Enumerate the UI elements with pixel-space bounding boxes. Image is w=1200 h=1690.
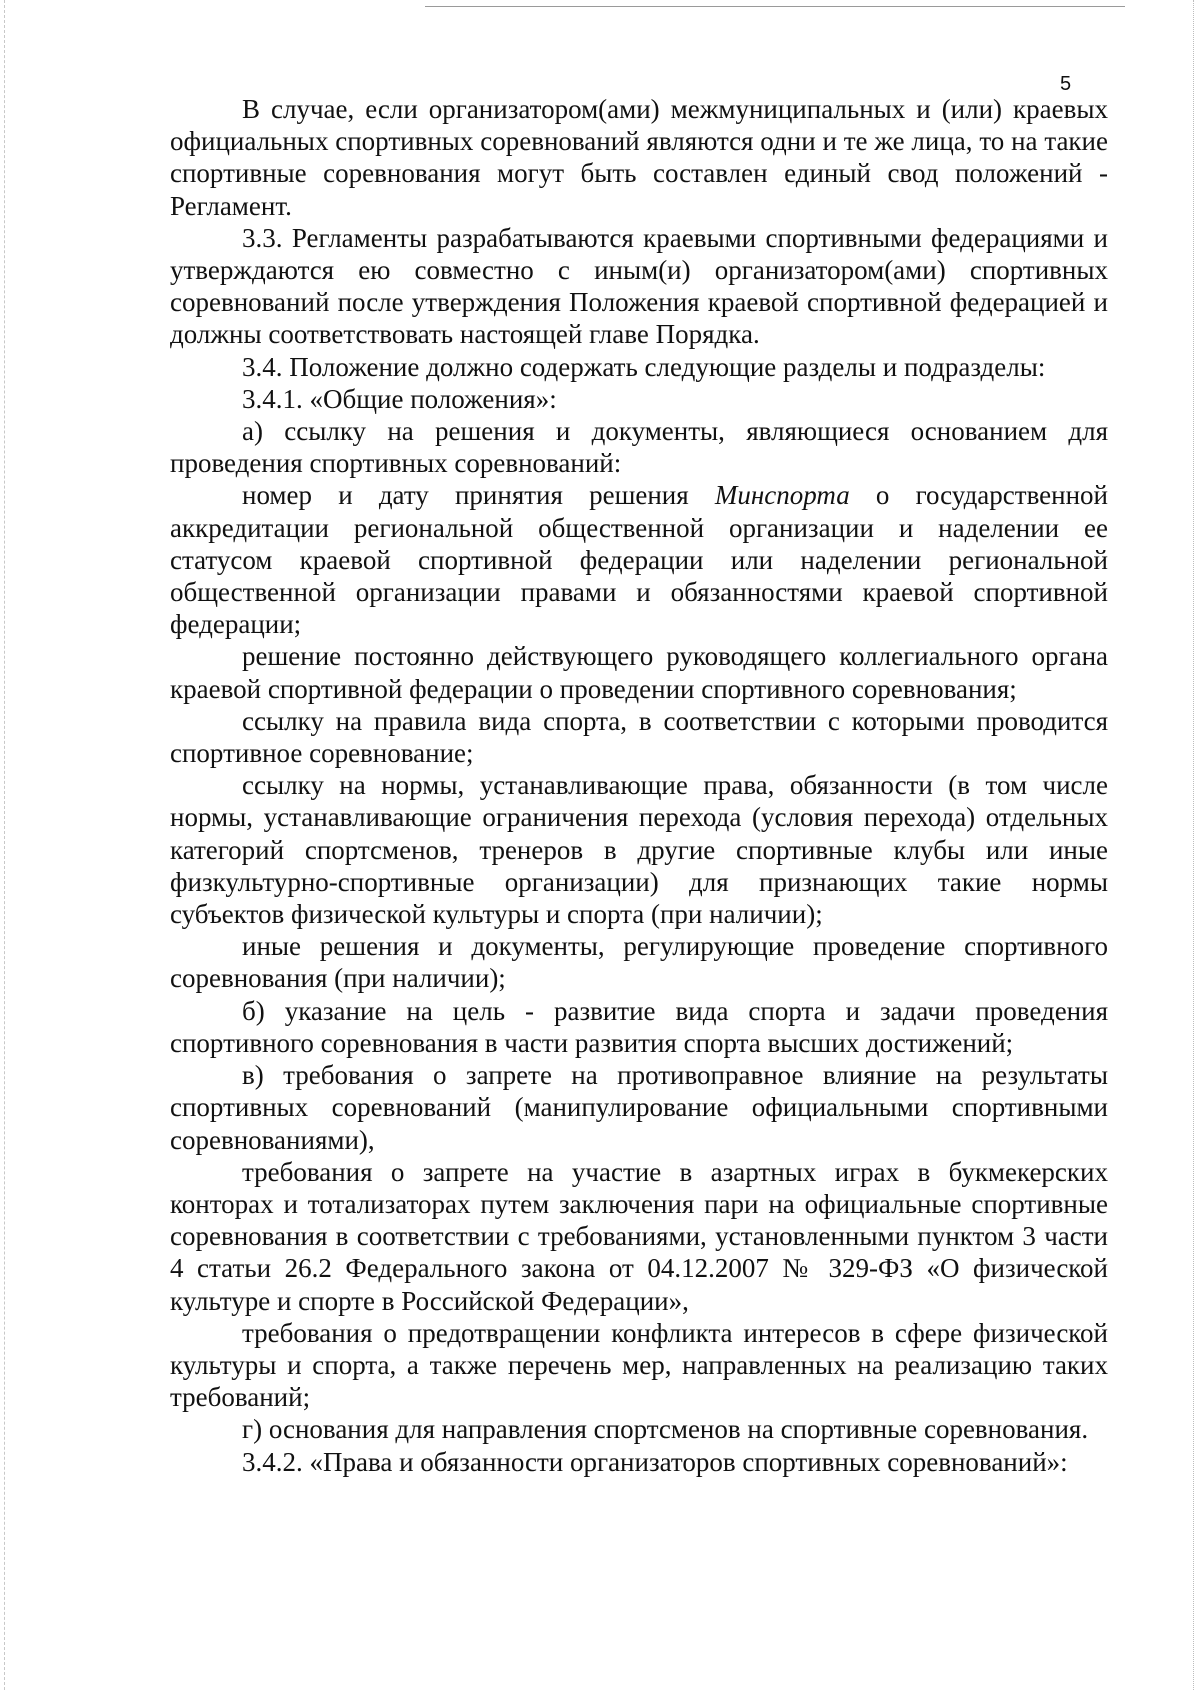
paragraph-conflict-of-interest: требования о предотвращении конфликта интересов в сфере физической культуры и спорта, а также перечень мер, направленных на реализацию таких требований; <box>170 1317 1108 1413</box>
document-body <box>170 93 1108 1478</box>
paragraph-other-documents: иные решения и документы, регулирующие проведение спортивного соревнования (при наличии); <box>170 931 1108 994</box>
paragraph-single-regulation: В случае, если организатором(ами) межмуниципальных и (или) краевых официальных спортивных соревнований являются одни и те же лица, то на такие спортивные соревнования могут быть составлен единый свод положений - Регламент. <box>170 94 1108 221</box>
paragraph-3-4: 3.4. Положение должно содержать следующие разделы и подразделы: <box>242 351 1046 382</box>
paragraph-item-a: а) ссылку на решения и документы, являющиеся основанием для проведения спортивных соревнований: <box>170 416 1108 479</box>
paragraph-sport-rules: ссылку на правила вида спорта, в соответствии с которыми проводится спортивное соревнование; <box>170 705 1108 769</box>
paragraph-3-4-2-heading: 3.4.2. «Права и обязанности организаторов спортивных соревнований»: <box>242 1446 1068 1477</box>
paragraph-norms: ссылку на нормы, устанавливающие права, обязанности (в том числе нормы, устанавливающие ограничения перехода (условия перехода) отдельных категорий спортсменов, тренеров в другие спортивные клубы или иные физкультурно-спортивные организации) для признающих такие нормы субъектов физической культуры и спорта (при наличии); <box>170 770 1108 930</box>
paragraph-betting-ban: требования о запрете на участие в азартных играх в букмекерских конторах и тотализаторах путем заключения пари на официальные спортивные соревнования в соответствии с требованиями, установленными пунктом 3 части 4 статьи 26.2 Федерального закона от 04.12.2007 № 329-ФЗ «О физической культуре и спорте в Российской Федерации», <box>170 1156 1108 1316</box>
paragraph-3-4-1-heading: 3.4.1. «Общие положения»: <box>242 383 557 414</box>
paragraph-3-3: 3.3. Регламенты разрабатываются краевыми спортивными федерациями и утверждаются ею совместно с иным(и) организатором(ами) спортивных соревнований после утверждения Положения краевой спортивной федерацией и должны соответствовать настоящей главе Порядка. <box>170 222 1108 350</box>
scan-edge-top <box>425 6 1125 7</box>
paragraph-accreditation: номер и дату принятия решения Минспорта о государственной аккредитации региональной общественной организации и наделении ее статусом краевой спортивной федерации или наделении региональной общественной организации правами и обязанностями краевой спортивной федерации; <box>170 480 1108 640</box>
paragraph-item-g: г) основания для направления спортсменов на спортивные соревнования. <box>242 1414 1089 1445</box>
scan-edge-left <box>4 0 5 1690</box>
paragraph-collegial-decision: решение постоянно действующего руководящего коллегиального органа краевой спортивной федерации о проведении спортивного соревнования; <box>170 641 1108 704</box>
paragraph-item-b: б) указание на цель - развитие вида спорта и задачи проведения спортивного соревнования в части развития спорта высших достижений; <box>170 995 1108 1058</box>
paragraph-item-v: в) требования о запрете на противоправное влияние на результаты спортивных соревнований (манипулирование официальными спортивными соревнованиями), <box>170 1060 1108 1155</box>
scan-edge-right <box>1193 0 1194 1690</box>
page-number: 5 <box>1060 73 1072 95</box>
